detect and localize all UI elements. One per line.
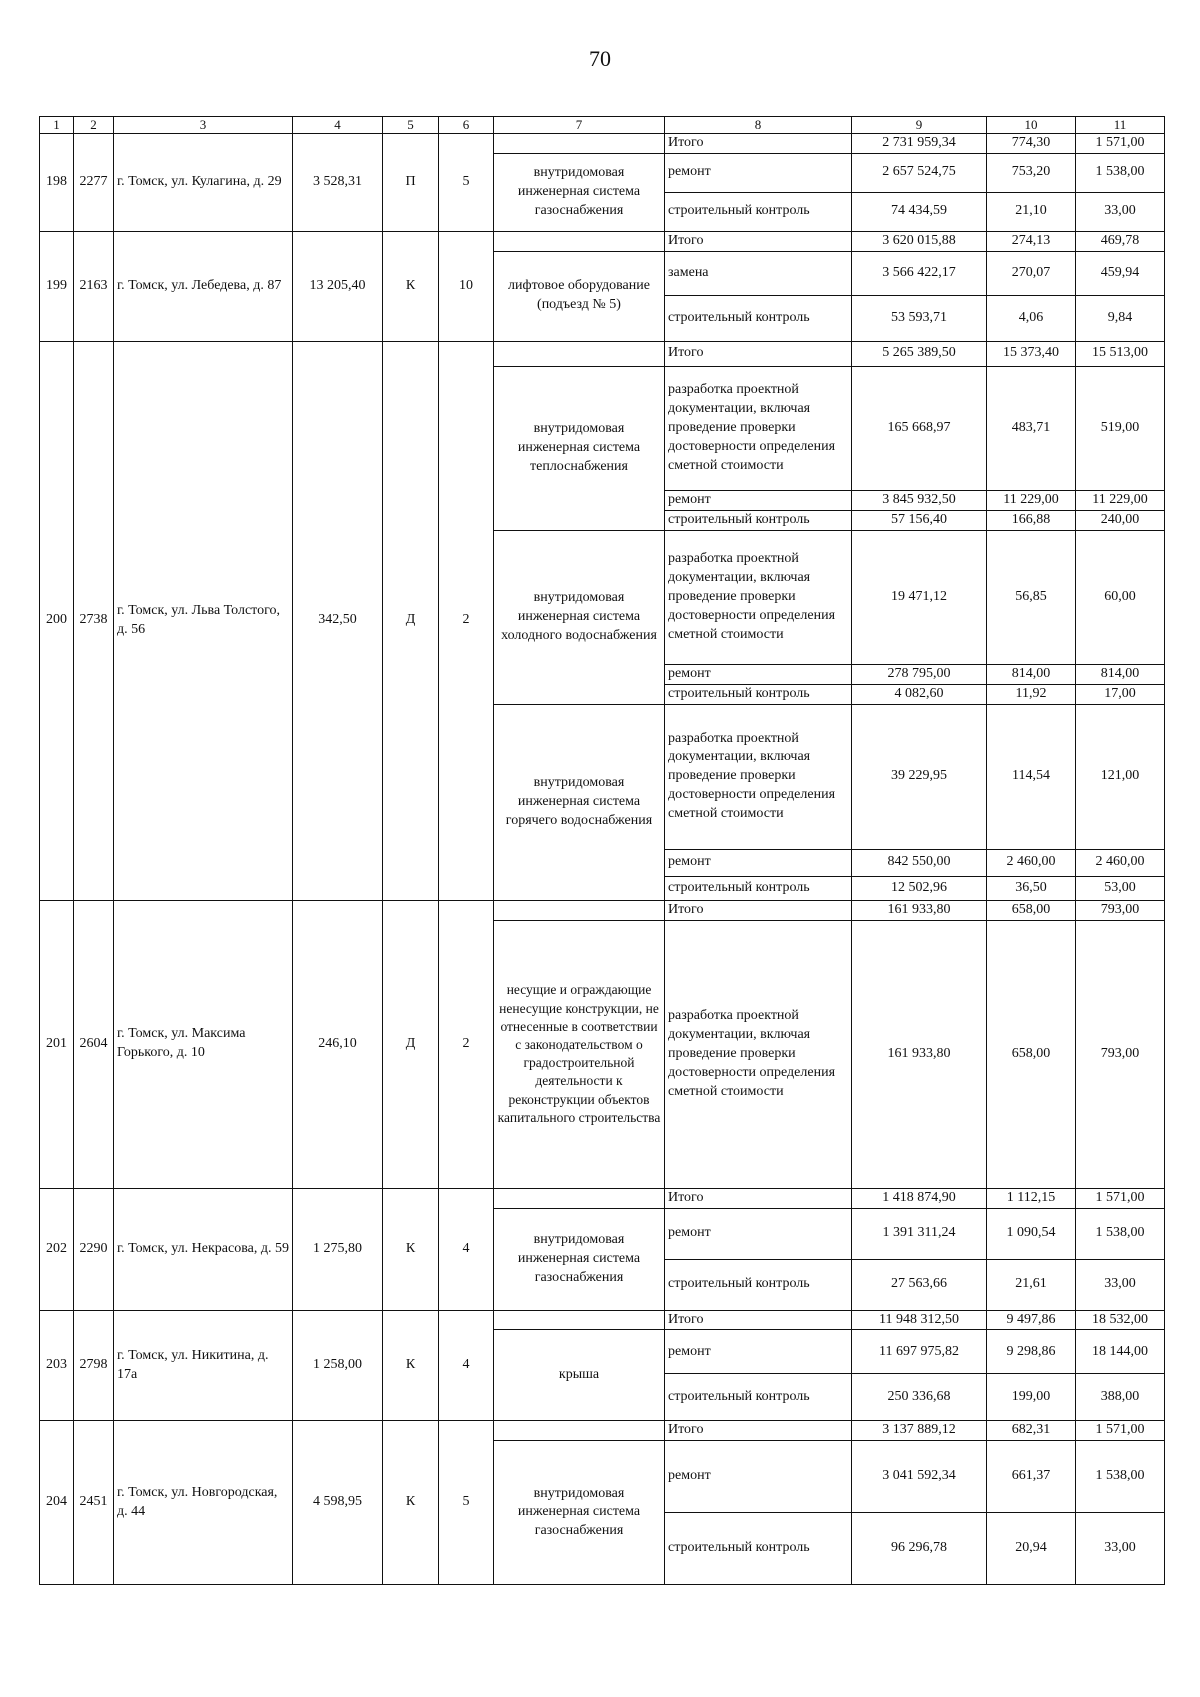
max-unit-cost: 1 571,00 <box>1076 134 1165 154</box>
unit-cost: 270,07 <box>987 251 1076 295</box>
cost-total: 250 336,68 <box>852 1374 987 1421</box>
work-type: ремонт <box>665 664 852 684</box>
cost-total: 5 265 389,50 <box>852 341 987 366</box>
row-number: 199 <box>40 231 74 341</box>
unit-cost: 9 497,86 <box>987 1310 1076 1330</box>
system-name: внутридомовая инженерная система холодного водоснабжения <box>494 530 665 704</box>
work-type: ремонт <box>665 1330 852 1374</box>
row-number: 201 <box>40 900 74 1188</box>
system-name: несущие и ограждающие ненесущие конструкции, не отнесенные в соответствии с законодательством о градостроительной деятельности к реконструкции объектов капитального строительства <box>494 920 665 1188</box>
table-row <box>40 1188 1165 1208</box>
area: 246,10 <box>293 900 383 1188</box>
work-type: строительный контроль <box>665 192 852 231</box>
max-unit-cost: 1 571,00 <box>1076 1421 1165 1441</box>
table-row <box>40 231 1165 251</box>
max-unit-cost: 60,00 <box>1076 530 1165 664</box>
cost-total: 2 657 524,75 <box>852 153 987 192</box>
cost-total: 161 933,80 <box>852 920 987 1188</box>
system-name: внутридомовая инженерная система газоснабжения <box>494 1441 665 1585</box>
header-cell: 9 <box>852 117 987 134</box>
table-row <box>40 1310 1165 1330</box>
address: г. Томск, ул. Некрасова, д. 59 <box>114 1188 293 1310</box>
area: 3 528,31 <box>293 134 383 232</box>
cost-total: 12 502,96 <box>852 876 987 900</box>
cost-total: 96 296,78 <box>852 1513 987 1585</box>
unit-cost: 274,13 <box>987 231 1076 251</box>
unit-cost: 658,00 <box>987 920 1076 1188</box>
max-unit-cost: 121,00 <box>1076 704 1165 849</box>
system-name: внутридомовая инженерная система теплоснабжения <box>494 366 665 530</box>
header-cell: 2 <box>74 117 114 134</box>
header-cell: 6 <box>439 117 494 134</box>
cost-total: 2 731 959,34 <box>852 134 987 154</box>
max-unit-cost: 18 532,00 <box>1076 1310 1165 1330</box>
unit-cost: 20,94 <box>987 1513 1076 1585</box>
max-unit-cost: 388,00 <box>1076 1374 1165 1421</box>
empty-cell <box>494 134 665 154</box>
floors: 2 <box>439 900 494 1188</box>
header-cell: 4 <box>293 117 383 134</box>
cost-total: 39 229,95 <box>852 704 987 849</box>
area: 342,50 <box>293 341 383 900</box>
house-id: 2290 <box>74 1188 114 1310</box>
unit-cost: 1 090,54 <box>987 1208 1076 1259</box>
empty-cell <box>494 1188 665 1208</box>
cost-total: 11 948 312,50 <box>852 1310 987 1330</box>
cost-total: 19 471,12 <box>852 530 987 664</box>
header-cell: 3 <box>114 117 293 134</box>
work-type: замена <box>665 251 852 295</box>
cost-total: 11 697 975,82 <box>852 1330 987 1374</box>
max-unit-cost: 33,00 <box>1076 1513 1165 1585</box>
system-name: лифтовое оборудование (подъезд № 5) <box>494 251 665 341</box>
max-unit-cost: 240,00 <box>1076 510 1165 530</box>
work-type-total: Итого <box>665 341 852 366</box>
house-id: 2163 <box>74 231 114 341</box>
unit-cost: 56,85 <box>987 530 1076 664</box>
work-type: разработка проектной документации, включая проведение проверки достоверности определения сметной стоимости <box>665 530 852 664</box>
cost-total: 3 845 932,50 <box>852 490 987 510</box>
unit-cost: 15 373,40 <box>987 341 1076 366</box>
area: 1 258,00 <box>293 1310 383 1421</box>
cost-total: 1 418 874,90 <box>852 1188 987 1208</box>
unit-cost: 682,31 <box>987 1421 1076 1441</box>
work-type: строительный контроль <box>665 1259 852 1310</box>
max-unit-cost: 9,84 <box>1076 295 1165 341</box>
cost-total: 842 550,00 <box>852 849 987 876</box>
unit-cost: 199,00 <box>987 1374 1076 1421</box>
max-unit-cost: 1 538,00 <box>1076 153 1165 192</box>
wall-type: Д <box>383 900 439 1188</box>
cost-total: 3 566 422,17 <box>852 251 987 295</box>
max-unit-cost: 793,00 <box>1076 920 1165 1188</box>
unit-cost: 11,92 <box>987 684 1076 704</box>
max-unit-cost: 33,00 <box>1076 1259 1165 1310</box>
cost-total: 4 082,60 <box>852 684 987 704</box>
max-unit-cost: 814,00 <box>1076 664 1165 684</box>
header-cell: 7 <box>494 117 665 134</box>
cost-total: 57 156,40 <box>852 510 987 530</box>
work-type: разработка проектной документации, включая проведение проверки достоверности определения сметной стоимости <box>665 920 852 1188</box>
address: г. Томск, ул. Лебедева, д. 87 <box>114 231 293 341</box>
system-name: крыша <box>494 1330 665 1421</box>
max-unit-cost: 519,00 <box>1076 366 1165 490</box>
unit-cost: 814,00 <box>987 664 1076 684</box>
address: г. Томск, ул. Кулагина, д. 29 <box>114 134 293 232</box>
unit-cost: 774,30 <box>987 134 1076 154</box>
work-type: строительный контроль <box>665 295 852 341</box>
work-type: строительный контроль <box>665 1374 852 1421</box>
repair-schedule-table <box>39 116 1165 1585</box>
cost-total: 278 795,00 <box>852 664 987 684</box>
max-unit-cost: 18 144,00 <box>1076 1330 1165 1374</box>
unit-cost: 2 460,00 <box>987 849 1076 876</box>
table-row <box>40 134 1165 154</box>
header-cell: 1 <box>40 117 74 134</box>
address: г. Томск, ул. Новгородская, д. 44 <box>114 1421 293 1585</box>
work-type: ремонт <box>665 153 852 192</box>
work-type-total: Итого <box>665 231 852 251</box>
floors: 5 <box>439 134 494 232</box>
house-id: 2451 <box>74 1421 114 1585</box>
cost-total: 1 391 311,24 <box>852 1208 987 1259</box>
work-type: разработка проектной документации, включая проведение проверки достоверности определения сметной стоимости <box>665 366 852 490</box>
unit-cost: 21,61 <box>987 1259 1076 1310</box>
system-name: внутридомовая инженерная система горячего водоснабжения <box>494 704 665 900</box>
max-unit-cost: 459,94 <box>1076 251 1165 295</box>
floors: 4 <box>439 1188 494 1310</box>
system-name: внутридомовая инженерная система газоснабжения <box>494 153 665 231</box>
floors: 5 <box>439 1421 494 1585</box>
area: 13 205,40 <box>293 231 383 341</box>
row-number: 204 <box>40 1421 74 1585</box>
cost-total: 165 668,97 <box>852 366 987 490</box>
unit-cost: 1 112,15 <box>987 1188 1076 1208</box>
work-type: строительный контроль <box>665 1513 852 1585</box>
cost-total: 27 563,66 <box>852 1259 987 1310</box>
empty-cell <box>494 1421 665 1441</box>
work-type: ремонт <box>665 490 852 510</box>
header-cell: 10 <box>987 117 1076 134</box>
unit-cost: 166,88 <box>987 510 1076 530</box>
wall-type: К <box>383 1421 439 1585</box>
cost-total: 3 620 015,88 <box>852 231 987 251</box>
unit-cost: 661,37 <box>987 1441 1076 1513</box>
wall-type: К <box>383 231 439 341</box>
cost-total: 53 593,71 <box>852 295 987 341</box>
unit-cost: 9 298,86 <box>987 1330 1076 1374</box>
area: 1 275,80 <box>293 1188 383 1310</box>
page-number: 70 <box>589 46 611 71</box>
table-row <box>40 1421 1165 1441</box>
unit-cost: 4,06 <box>987 295 1076 341</box>
unit-cost: 483,71 <box>987 366 1076 490</box>
work-type-total: Итого <box>665 1188 852 1208</box>
header-row <box>40 117 1165 134</box>
header-cell: 5 <box>383 117 439 134</box>
max-unit-cost: 33,00 <box>1076 192 1165 231</box>
empty-cell <box>494 1310 665 1330</box>
header-cell: 11 <box>1076 117 1165 134</box>
max-unit-cost: 11 229,00 <box>1076 490 1165 510</box>
row-number: 202 <box>40 1188 74 1310</box>
work-type: ремонт <box>665 1208 852 1259</box>
address: г. Томск, ул. Никитина, д. 17а <box>114 1310 293 1421</box>
work-type-total: Итого <box>665 900 852 920</box>
floors: 4 <box>439 1310 494 1421</box>
work-type: строительный контроль <box>665 684 852 704</box>
max-unit-cost: 2 460,00 <box>1076 849 1165 876</box>
unit-cost: 21,10 <box>987 192 1076 231</box>
table-row <box>40 900 1165 920</box>
wall-type: П <box>383 134 439 232</box>
row-number: 200 <box>40 341 74 900</box>
max-unit-cost: 1 571,00 <box>1076 1188 1165 1208</box>
cost-total: 3 137 889,12 <box>852 1421 987 1441</box>
max-unit-cost: 53,00 <box>1076 876 1165 900</box>
header-cell: 8 <box>665 117 852 134</box>
work-type: ремонт <box>665 1441 852 1513</box>
wall-type: К <box>383 1310 439 1421</box>
repair-schedule-table-wrapper <box>39 116 1165 1585</box>
cost-total: 74 434,59 <box>852 192 987 231</box>
address: г. Томск, ул. Максима Горького, д. 10 <box>114 900 293 1188</box>
max-unit-cost: 1 538,00 <box>1076 1208 1165 1259</box>
work-type: ремонт <box>665 849 852 876</box>
max-unit-cost: 469,78 <box>1076 231 1165 251</box>
unit-cost: 36,50 <box>987 876 1076 900</box>
unit-cost: 753,20 <box>987 153 1076 192</box>
wall-type: К <box>383 1188 439 1310</box>
floors: 10 <box>439 231 494 341</box>
row-number: 198 <box>40 134 74 232</box>
empty-cell <box>494 231 665 251</box>
system-name: внутридомовая инженерная система газоснабжения <box>494 1208 665 1310</box>
floors: 2 <box>439 341 494 900</box>
row-number: 203 <box>40 1310 74 1421</box>
cost-total: 161 933,80 <box>852 900 987 920</box>
cost-total: 3 041 592,34 <box>852 1441 987 1513</box>
empty-cell <box>494 341 665 366</box>
empty-cell <box>494 900 665 920</box>
house-id: 2277 <box>74 134 114 232</box>
max-unit-cost: 793,00 <box>1076 900 1165 920</box>
table-row <box>40 341 1165 366</box>
unit-cost: 114,54 <box>987 704 1076 849</box>
work-type-total: Итого <box>665 1310 852 1330</box>
area: 4 598,95 <box>293 1421 383 1585</box>
work-type: строительный контроль <box>665 876 852 900</box>
work-type-total: Итого <box>665 1421 852 1441</box>
max-unit-cost: 1 538,00 <box>1076 1441 1165 1513</box>
work-type-total: Итого <box>665 134 852 154</box>
max-unit-cost: 15 513,00 <box>1076 341 1165 366</box>
house-id: 2798 <box>74 1310 114 1421</box>
address: г. Томск, ул. Льва Толстого, д. 56 <box>114 341 293 900</box>
unit-cost: 658,00 <box>987 900 1076 920</box>
max-unit-cost: 17,00 <box>1076 684 1165 704</box>
work-type: строительный контроль <box>665 510 852 530</box>
unit-cost: 11 229,00 <box>987 490 1076 510</box>
wall-type: Д <box>383 341 439 900</box>
house-id: 2738 <box>74 341 114 900</box>
house-id: 2604 <box>74 900 114 1188</box>
work-type: разработка проектной документации, включая проведение проверки достоверности определения сметной стоимости <box>665 704 852 849</box>
